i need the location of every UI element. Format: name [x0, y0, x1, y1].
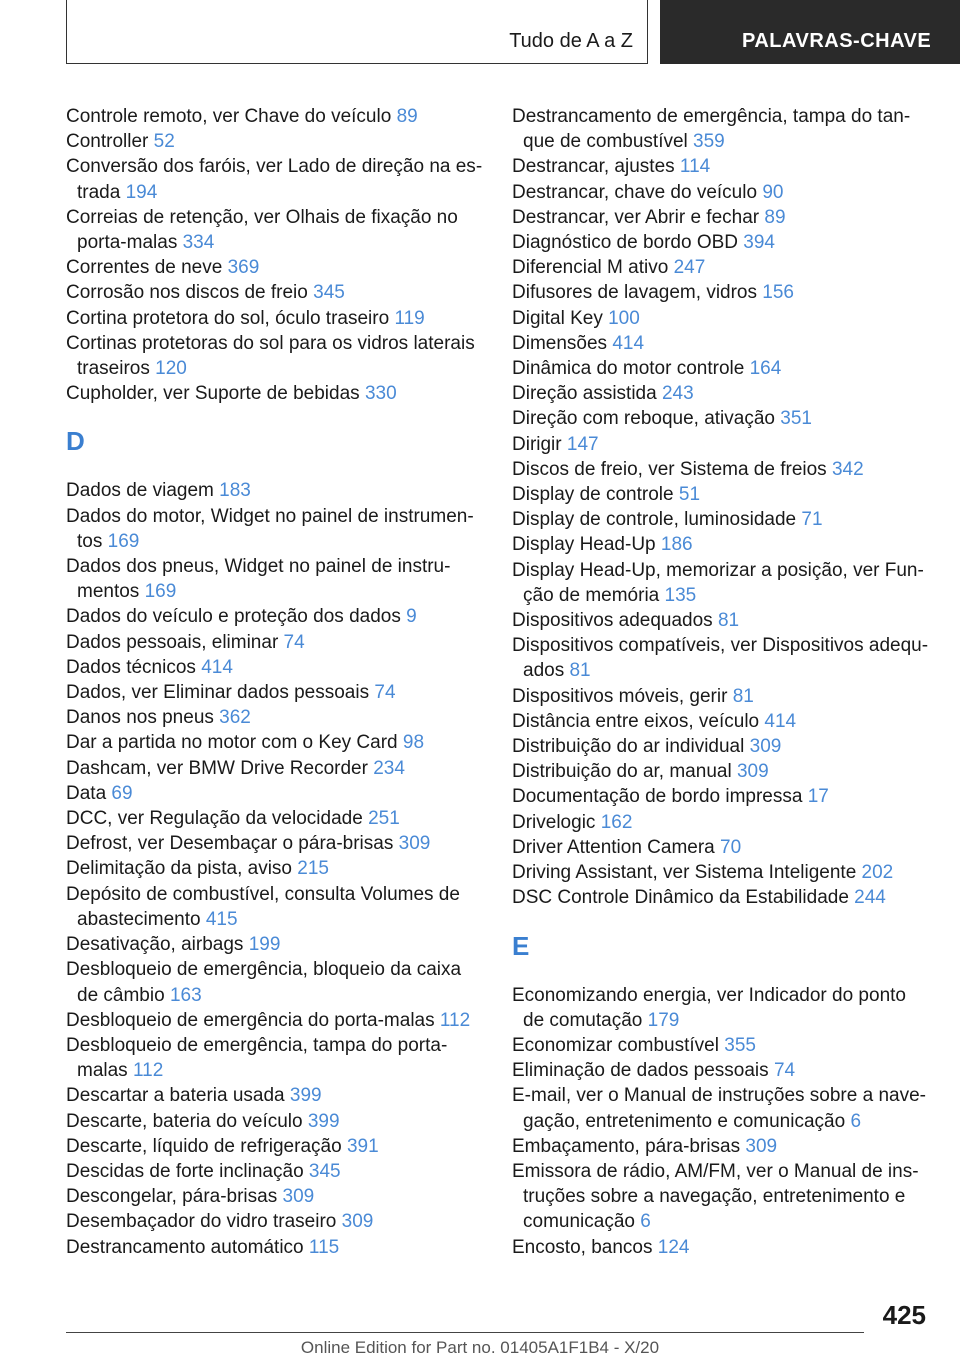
index-entry — [512, 406, 932, 431]
index-entry — [66, 1033, 486, 1083]
index-entry-page-link[interactable]: 112 — [132, 1060, 164, 1082]
index-entry-text: Dados do veículo e proteção dos dados — [66, 606, 401, 628]
index-entry-text: Dar a partida no motor com o Key Card — [66, 732, 398, 754]
index-entry-text: Desbloqueio de emergência do porta-malas — [66, 1009, 435, 1031]
footer-edition-text: Online Edition for Part no. 01405A1F1B4 - X/20 — [300, 1338, 660, 1357]
index-entry-page-link[interactable]: 52 — [153, 131, 175, 153]
index-entry-page-link[interactable]: 90 — [762, 181, 784, 203]
index-entry — [66, 381, 486, 406]
index-entry — [512, 734, 932, 759]
index-entry — [512, 306, 932, 331]
index-entry-page-link[interactable]: 162 — [600, 811, 633, 833]
index-entry-page-link[interactable]: 199 — [248, 934, 281, 956]
index-entry-page-link[interactable]: 334 — [182, 232, 215, 254]
index-entry-text: Desbloqueio de emergência, bloqueio da caixa de câmbio — [66, 959, 462, 1006]
index-entry-page-link[interactable]: 414 — [612, 332, 645, 354]
index-entry-text: Dados pessoais, eliminar — [66, 631, 279, 653]
index-entry-page-link[interactable]: 194 — [125, 181, 158, 203]
index-entry-text: Dinâmica do motor controle — [512, 358, 745, 380]
index-entry-text: Dados de viagem — [66, 480, 214, 502]
index-entry — [66, 1008, 486, 1033]
index-entry-text: Dashcam, ver BMW Drive Recorder — [66, 757, 368, 779]
index-entry-text: Defrost, ver Desembaçar o pára-brisas — [66, 833, 394, 855]
index-entry-text: Destrancamento automático — [66, 1236, 304, 1258]
index-entry — [66, 1235, 486, 1260]
index-entry-text: Destrancamento de emergência, tampa do tanque de combustível — [512, 106, 911, 153]
index-entry — [512, 255, 932, 280]
index-entry-text: Display Head-Up, memorizar a posição, ver Função de memória — [512, 559, 924, 606]
index-entry-page-link[interactable]: 391 — [346, 1135, 379, 1157]
index-entry — [66, 280, 486, 305]
index-entry — [512, 180, 932, 205]
section-tab — [66, 0, 648, 64]
index-entry-text: Controller — [66, 131, 149, 153]
index-entry-page-link[interactable]: 169 — [144, 581, 177, 603]
index-entry-page-link[interactable]: 89 — [396, 106, 418, 127]
index-entry-text: Emissora de rádio, AM/FM, ver o Manual de instruções sobre a navegação, entretenimento e comunicação — [512, 1160, 919, 1233]
index-entry-text: Desbloqueio de emergência, tampa do porta-malas — [66, 1034, 448, 1082]
index-entry-page-link[interactable]: 147 — [566, 433, 599, 455]
index-letter-heading: E — [512, 930, 530, 961]
index-entry-text: DCC, ver Regulação da velocidade — [66, 808, 363, 830]
index-entry — [66, 205, 486, 255]
index-entry — [512, 810, 932, 835]
index-entry-page-link[interactable]: 71 — [801, 509, 823, 531]
index-entry-text: Dados dos pneus, Widget no painel de instrumentos — [66, 556, 451, 603]
index-entry — [512, 983, 932, 1033]
index-entry-text: Display Head-Up — [512, 534, 656, 556]
index-entry-page-link[interactable]: 234 — [373, 757, 405, 779]
index-entry-text: Danos nos pneus — [66, 707, 214, 729]
index-entry — [66, 882, 486, 932]
index-entry-text: Diagnóstico de bordo OBD — [512, 232, 739, 254]
index-entry — [512, 1058, 932, 1083]
index-entry — [66, 1083, 486, 1108]
index-entry-text: Data — [66, 782, 107, 804]
index-column-right — [512, 104, 932, 1260]
index-entry-text: Dispositivos móveis, gerir — [512, 685, 728, 707]
index-entry-page-link[interactable]: 164 — [749, 358, 782, 380]
index-entry-text: Dispositivos adequados — [512, 610, 713, 632]
index-entry-page-link[interactable]: 179 — [647, 1009, 680, 1031]
index-entry-page-link[interactable]: 355 — [724, 1034, 756, 1056]
index-entry — [66, 756, 486, 781]
index-entry-page-link[interactable]: 70 — [720, 836, 742, 858]
index-entry-page-link[interactable]: 51 — [678, 484, 701, 506]
index-letter-heading: D — [66, 426, 85, 457]
index-entry-page-link[interactable]: 345 — [313, 282, 345, 304]
page-number: 425 — [882, 1300, 926, 1330]
index-entry-page-link[interactable]: 6 — [640, 1211, 651, 1233]
index-entry-text: Descartar a bateria usada — [66, 1085, 285, 1107]
index-entry-page-link[interactable]: 81 — [732, 685, 754, 707]
index-entry-page-link[interactable]: 351 — [780, 408, 812, 430]
index-entry-text: Destrancar, ajustes — [512, 156, 675, 178]
index-entry-page-link[interactable]: 414 — [201, 656, 233, 678]
active-section-tab-label: PALAVRAS-CHAVE — [742, 30, 932, 52]
index-entry — [512, 835, 932, 860]
index-entry — [66, 604, 486, 629]
index-entry — [66, 1134, 486, 1159]
index-entry — [512, 1134, 932, 1159]
index-entry-text: Conversão dos faróis, ver Lado de direção na estrada — [66, 156, 483, 203]
index-entry — [66, 331, 486, 381]
index-entry-page-link[interactable]: 135 — [664, 584, 697, 606]
index-entry-text: Display de controle — [512, 484, 674, 506]
index-entry-text: Cupholder, ver Suporte de bebidas — [66, 383, 360, 405]
index-entry-text: Encosto, bancos — [512, 1236, 653, 1258]
index-entry-text: Corrosão nos discos de freio — [66, 282, 308, 304]
index-entry-page-link[interactable]: 359 — [693, 131, 725, 153]
index-entry-page-link[interactable]: 244 — [854, 887, 886, 909]
index-entry — [512, 432, 932, 457]
index-entry-text: Controle remoto, ver Chave do veículo — [66, 106, 392, 127]
index-entry-page-link[interactable]: 183 — [219, 480, 251, 502]
index-entry — [66, 655, 486, 680]
index-entry-text: Desembaçador do vidro traseiro — [66, 1211, 337, 1233]
index-entry — [66, 129, 486, 154]
index-entry — [66, 1184, 486, 1209]
index-entry — [66, 255, 486, 280]
index-entry — [66, 831, 486, 856]
index-entry-text: Documentação de bordo impressa — [512, 786, 803, 808]
index-entry-page-link[interactable]: 89 — [764, 206, 786, 228]
index-entry-text: Economizar combustível — [512, 1034, 719, 1056]
index-entry-page-link[interactable]: 124 — [657, 1236, 690, 1258]
index-entry-text: Descongelar, pára-brisas — [66, 1186, 278, 1208]
index-entry-text: Depósito de combustível, consulta Volumes de abastecimento — [66, 883, 460, 930]
footer-divider — [66, 1332, 864, 1333]
index-entry-page-link[interactable]: 394 — [743, 232, 775, 254]
index-entry-page-link[interactable]: 156 — [762, 282, 794, 304]
index-entry-text: Destrancar, chave do veículo — [512, 181, 758, 203]
index-entry — [66, 730, 486, 755]
index-entry-text: Cortinas protetoras do sol para os vidros laterais traseiros — [66, 332, 475, 380]
index-entry — [66, 504, 486, 554]
index-entry-text: Dados técnicos — [66, 656, 196, 678]
index-entry-page-link[interactable]: 81 — [569, 660, 591, 682]
index-entry-text: Distribuição do ar, manual — [512, 761, 732, 783]
index-entry-text: Delimitação da pista, aviso — [66, 858, 292, 880]
index-entry-page-link[interactable]: 247 — [673, 257, 706, 279]
index-entry-page-link[interactable]: 362 — [219, 707, 251, 729]
index-entry-page-link[interactable]: 415 — [205, 908, 238, 930]
index-entry — [512, 885, 932, 910]
index-entry-page-link[interactable]: 100 — [608, 307, 640, 329]
index-entry — [66, 680, 486, 705]
index-entry — [512, 860, 932, 885]
index-entry-text: Dimensões — [512, 332, 608, 354]
index-entry — [512, 154, 932, 179]
index-entry-text: Dispositivos compatíveis, ver Dispositivos adequados — [512, 635, 929, 682]
index-entry — [512, 1159, 932, 1235]
index-entry-text: Correias de retenção, ver Olhais de fixação no porta-malas — [66, 206, 458, 254]
index-entry — [512, 507, 932, 532]
index-entry-page-link[interactable]: 98 — [402, 732, 425, 754]
index-entry — [512, 608, 932, 633]
index-column-left — [66, 104, 486, 1260]
index-entry-text: Dirigir — [512, 433, 562, 455]
index-entry-page-link[interactable]: 74 — [283, 631, 305, 653]
index-entry-page-link[interactable]: 9 — [406, 606, 417, 628]
index-entry — [66, 1209, 486, 1234]
index-entry-page-link[interactable]: 342 — [831, 458, 864, 480]
index-entry-text: Digital Key — [512, 307, 603, 329]
index-entry-text: Driving Assistant, ver Sistema Inteligente — [512, 862, 857, 884]
index-entry — [66, 306, 486, 331]
index-entry-page-link[interactable]: 309 — [749, 736, 782, 758]
index-entry — [66, 1109, 486, 1134]
index-entry-page-link[interactable]: 330 — [364, 383, 397, 405]
index-entry — [512, 331, 932, 356]
index-entry-page-link[interactable]: 243 — [661, 383, 694, 405]
index-entry-text: Direção com reboque, ativação — [512, 408, 775, 430]
index-entry-text: Dados, ver Eliminar dados pessoais — [66, 682, 370, 704]
index-entry-page-link[interactable]: 114 — [679, 156, 711, 178]
index-entry — [66, 104, 486, 129]
index-entry-page-link[interactable]: 251 — [368, 808, 400, 830]
index-entry — [512, 784, 932, 809]
index-entry-page-link[interactable]: 69 — [111, 782, 133, 804]
index-entry-text: Difusores de lavagem, vidros — [512, 282, 757, 304]
index-entry-text: Correntes de neve — [66, 257, 223, 279]
index-entry-text: Diferencial M ativo — [512, 257, 669, 279]
index-entry — [512, 230, 932, 255]
index-entry — [66, 806, 486, 831]
index-entry-text: Display de controle, luminosidade — [512, 509, 797, 531]
index-entry-page-link[interactable]: 163 — [169, 984, 202, 1006]
index-entry — [512, 1235, 932, 1260]
index-entry-text: Desativação, airbags — [66, 934, 244, 956]
index-entry — [512, 532, 932, 557]
index-entry-page-link[interactable]: 309 — [341, 1211, 374, 1233]
index-entry-page-link[interactable]: 345 — [308, 1160, 341, 1182]
index-entry-page-link[interactable]: 74 — [374, 682, 396, 704]
index-entry — [66, 856, 486, 881]
index-entry — [66, 781, 486, 806]
index-entry-page-link[interactable]: 17 — [807, 786, 829, 808]
index-entry-page-link[interactable]: 309 — [282, 1186, 315, 1208]
index-entry — [512, 1083, 932, 1133]
index-entry — [512, 1033, 932, 1058]
index-entry-page-link[interactable]: 369 — [227, 257, 260, 279]
index-entry-text: Descarte, bateria do veículo — [66, 1110, 303, 1132]
index-entry-page-link[interactable]: 115 — [308, 1236, 340, 1258]
active-section-tab — [660, 0, 960, 64]
index-entry-page-link[interactable]: 309 — [398, 833, 431, 855]
index-entry-page-link[interactable]: 186 — [660, 534, 693, 556]
index-entry-page-link[interactable]: 74 — [773, 1060, 796, 1082]
index-entry — [66, 630, 486, 655]
index-entry — [512, 205, 932, 230]
index-entry-text: Distribuição do ar individual — [512, 736, 745, 758]
index-entry-text: Descarte, líquido de refrigeração — [66, 1135, 342, 1157]
index-entry-page-link[interactable]: 112 — [439, 1009, 471, 1031]
index-entry — [512, 684, 932, 709]
index-entry — [512, 482, 932, 507]
index-entry-text: Dados do motor, Widget no painel de instrumentos — [66, 505, 474, 552]
index-entry — [66, 957, 486, 1007]
index-entry-text: Distância entre eixos, veículo — [512, 710, 760, 732]
index-entry — [66, 932, 486, 957]
index-entry — [66, 705, 486, 730]
index-entry-page-link[interactable]: 215 — [297, 858, 329, 880]
index-entry — [66, 478, 486, 503]
index-entry-text: Destrancar, ver Abrir e fechar — [512, 206, 760, 228]
index-entry-text: Drivelogic — [512, 811, 596, 833]
index-entry-page-link[interactable]: 399 — [307, 1110, 340, 1132]
index-entry-text: Economizando energia, ver Indicador do ponto de comutação — [512, 984, 906, 1031]
index-entry — [512, 104, 932, 154]
index-entry-text: E-mail, ver o Manual de instruções sobre a navegação, entretenimento e comunicação — [512, 1085, 926, 1132]
section-tab-label: Tudo de A a Z — [509, 30, 633, 52]
index-entry-page-link[interactable]: 414 — [764, 710, 797, 732]
index-entry — [512, 457, 932, 482]
index-entry-text: DSC Controle Dinâmico da Estabilidade — [512, 887, 849, 909]
index-entry — [512, 759, 932, 784]
index-entry-text: Driver Attention Camera — [512, 836, 715, 858]
index-entry-page-link[interactable]: 169 — [107, 530, 140, 552]
index-entry-page-link[interactable]: 6 — [850, 1110, 862, 1132]
index-entry-page-link[interactable]: 399 — [289, 1085, 322, 1107]
index-entry — [512, 280, 932, 305]
index-entry — [512, 633, 932, 683]
index-entry — [512, 381, 932, 406]
index-entry-page-link[interactable]: 309 — [736, 761, 769, 783]
index-entry-page-link[interactable]: 81 — [717, 610, 740, 632]
index-entry — [66, 554, 486, 604]
index-entry — [512, 709, 932, 734]
index-entry — [512, 356, 932, 381]
index-entry-text: Discos de freio, ver Sistema de freios — [512, 458, 827, 480]
index-entry — [66, 1159, 486, 1184]
index-entry-page-link[interactable]: 119 — [394, 307, 425, 329]
index-entry — [66, 154, 486, 204]
index-entry-page-link[interactable]: 120 — [155, 358, 187, 380]
index-entry-page-link[interactable]: 202 — [861, 862, 894, 884]
index-entry — [512, 558, 932, 608]
index-entry-text: Embaçamento, pára-brisas — [512, 1135, 741, 1157]
index-entry-text: Direção assistida — [512, 383, 657, 405]
index-entry-text: Cortina protetora do sol, óculo traseiro — [66, 307, 390, 329]
index-entry-text: Descidas de forte inclinação — [66, 1160, 304, 1182]
index-entry-page-link[interactable]: 309 — [745, 1135, 778, 1157]
index-entry-text: Eliminação de dados pessoais — [512, 1060, 769, 1082]
